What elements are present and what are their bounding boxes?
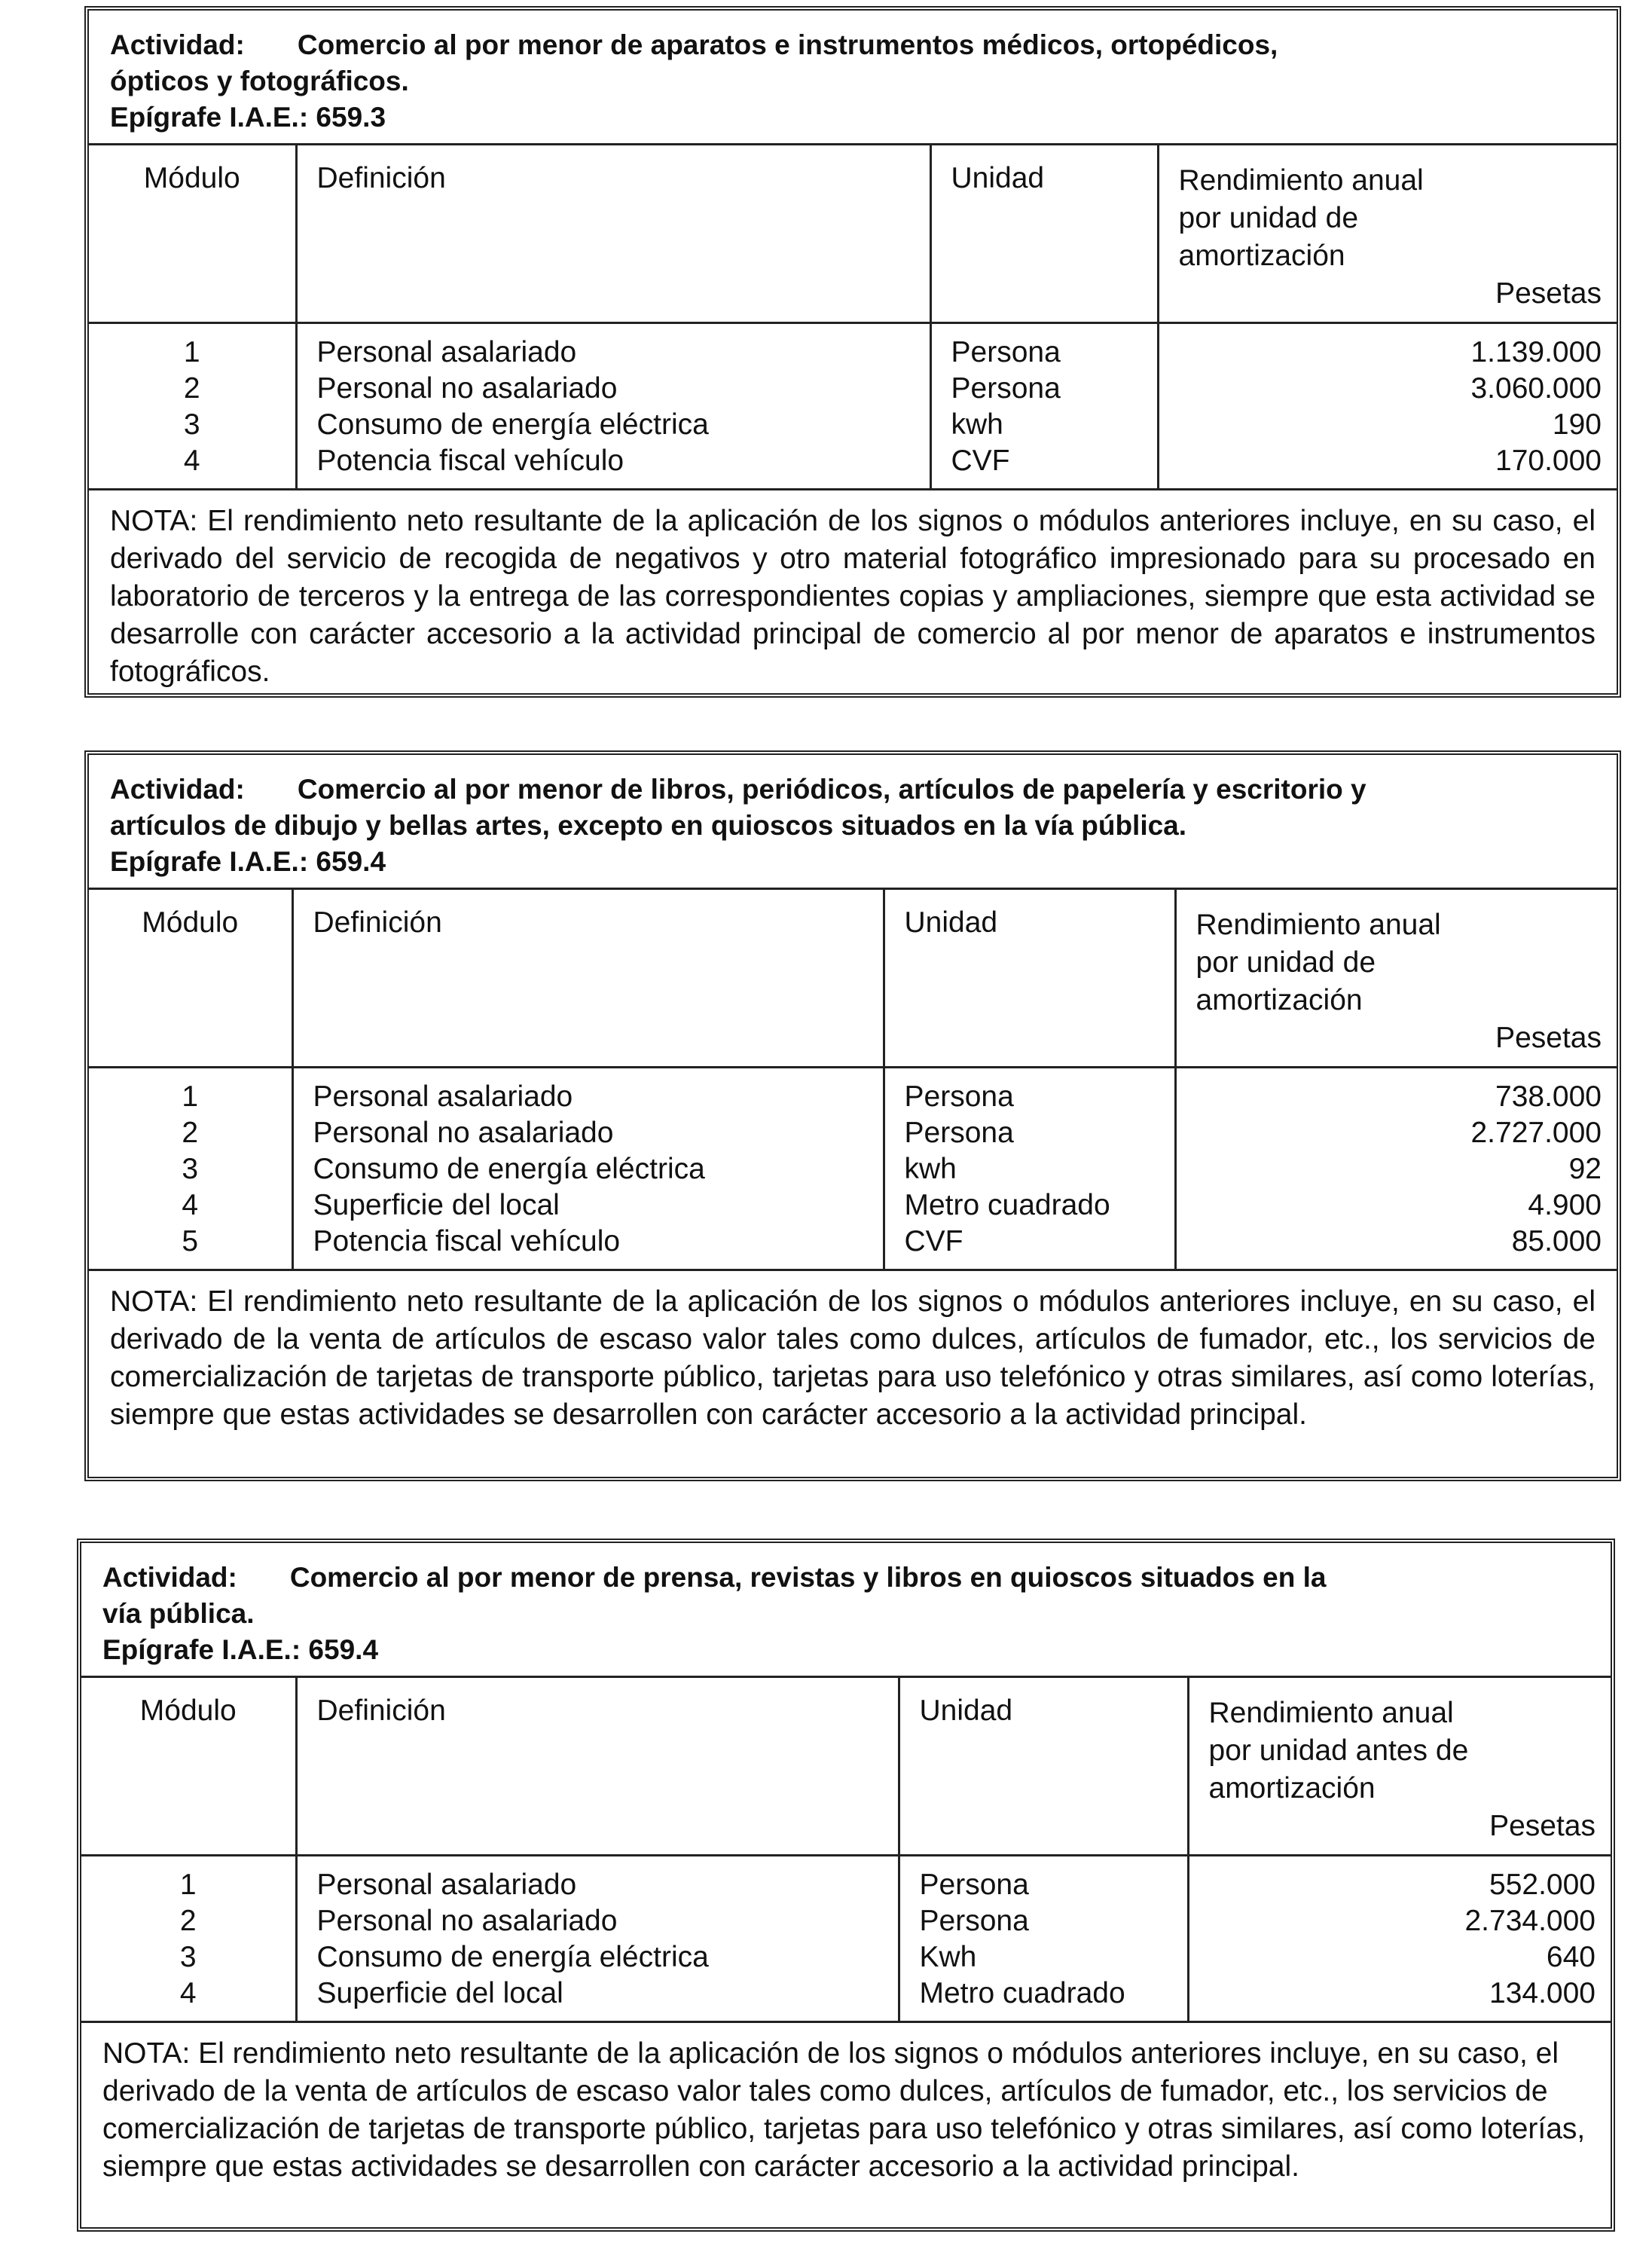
- epigrafe: Epígrafe I.A.E.: 659.4: [110, 846, 386, 877]
- col-definicion: Definición: [292, 890, 884, 1068]
- cell-modulo: 3: [89, 1151, 292, 1187]
- col-definicion: Definición: [296, 145, 930, 323]
- activity-block-1: [84, 6, 1621, 698]
- cell-unidad: kwh: [884, 1151, 1175, 1187]
- col-definicion: Definición: [296, 1678, 899, 1856]
- cell-unidad: CVF: [884, 1224, 1175, 1269]
- table-row: [89, 1115, 1617, 1151]
- cell-valor: 2.727.000: [1470, 1117, 1602, 1149]
- rend-line: Rendimiento anual: [1208, 1697, 1454, 1729]
- cell-modulo: 3: [81, 1939, 296, 1976]
- activity-title-cont: vía pública.: [102, 1598, 255, 1629]
- cell-unidad: Persona: [899, 1856, 1188, 1904]
- modules-table: [89, 145, 1617, 488]
- cell-modulo: 1: [89, 1068, 292, 1116]
- col-unidad: Unidad: [899, 1678, 1188, 1856]
- cell-unidad: Persona: [884, 1068, 1175, 1116]
- pesetas-unit: Pesetas: [1495, 1022, 1602, 1054]
- cell-valor: 4.900: [1528, 1189, 1602, 1221]
- table-row: [89, 323, 1617, 371]
- col-modulo: Módulo: [89, 890, 292, 1068]
- cell-modulo: 1: [81, 1856, 296, 1904]
- table-row: [81, 1939, 1611, 1976]
- table-header-row: [81, 1678, 1611, 1856]
- rend-line: por unidad de: [1178, 202, 1359, 234]
- cell-definicion: Consumo de energía eléctrica: [296, 1939, 899, 1976]
- activity-title-cont: ópticos y fotográficos.: [110, 66, 409, 96]
- cell-valor: 640: [1546, 1941, 1596, 1973]
- col-rendimiento: [1158, 145, 1617, 323]
- activity-title: Comercio al por menor de aparatos e instrumentos médicos, ortopédicos,: [297, 29, 1278, 60]
- cell-unidad: Persona: [930, 323, 1158, 371]
- cell-modulo: 4: [81, 1976, 296, 2021]
- col-modulo: Módulo: [81, 1678, 296, 1856]
- cell-modulo: 4: [89, 1187, 292, 1224]
- table-row: [89, 371, 1617, 407]
- cell-modulo: 2: [89, 1115, 292, 1151]
- table-row: [89, 407, 1617, 443]
- cell-definicion: Potencia fiscal vehículo: [296, 443, 930, 488]
- cell-valor: 3.060.000: [1470, 372, 1602, 405]
- cell-valor: 92: [1568, 1153, 1602, 1185]
- table-row: [89, 1068, 1617, 1116]
- cell-definicion: Personal asalariado: [292, 1068, 884, 1116]
- cell-modulo: 3: [89, 407, 296, 443]
- cell-definicion: Superficie del local: [296, 1976, 899, 2021]
- activity-block-2: [84, 750, 1621, 1481]
- cell-unidad: Metro cuadrado: [884, 1187, 1175, 1224]
- epigrafe: Epígrafe I.A.E.: 659.3: [110, 102, 386, 133]
- cell-modulo: 2: [89, 371, 296, 407]
- modules-table: [81, 1678, 1611, 2021]
- table-row: [81, 1976, 1611, 2021]
- nota-text: NOTA: El rendimiento neto resultante de la aplicación de los signos o módulos anteriores incluye, en su caso, el derivado de la venta de artículos de escaso valor tales como dulces, artículos de fumador, etc., los servicios de comercialización de tarjetas de transporte público, tarjetas para uso telefónico y otras similares, así como loterías, siempre que estas actividades se desarrollen con carácter accesorio a la actividad principal.: [81, 2021, 1611, 2196]
- table-row: [81, 1903, 1611, 1939]
- rend-line: Rendimiento anual: [1178, 164, 1424, 197]
- activity-title-cont: artículos de dibujo y bellas artes, excepto en quioscos situados en la vía pública.: [110, 810, 1187, 841]
- cell-valor: 170.000: [1495, 445, 1602, 477]
- cell-unidad: Kwh: [899, 1939, 1188, 1976]
- table-row: [89, 1151, 1617, 1187]
- table-row: [81, 1856, 1611, 1904]
- activity-label: Actividad:: [110, 29, 245, 60]
- cell-valor: 552.000: [1489, 1869, 1596, 1901]
- cell-valor: 1.139.000: [1470, 336, 1602, 368]
- cell-unidad: Metro cuadrado: [899, 1976, 1188, 2021]
- activity-title: Comercio al por menor de libros, periódicos, artículos de papelería y escritorio y: [297, 774, 1366, 805]
- cell-valor: 2.734.000: [1464, 1905, 1596, 1937]
- table-row: [89, 443, 1617, 488]
- cell-unidad: Persona: [899, 1903, 1188, 1939]
- cell-definicion: Personal no asalariado: [296, 371, 930, 407]
- cell-valor: 85.000: [1511, 1225, 1602, 1257]
- activity-block-3: [77, 1539, 1615, 2232]
- cell-modulo: 1: [89, 323, 296, 371]
- cell-valor: 738.000: [1495, 1080, 1602, 1113]
- cell-unidad: CVF: [930, 443, 1158, 488]
- rend-line: amortización: [1208, 1772, 1376, 1804]
- col-rendimiento: [1175, 890, 1617, 1068]
- table-header-row: [89, 145, 1617, 323]
- cell-modulo: 5: [89, 1224, 292, 1269]
- cell-unidad: Persona: [884, 1115, 1175, 1151]
- table-row: [89, 1224, 1617, 1269]
- cell-definicion: Superficie del local: [292, 1187, 884, 1224]
- activity-header: [89, 755, 1617, 890]
- epigrafe: Epígrafe I.A.E.: 659.4: [102, 1634, 379, 1665]
- cell-definicion: Personal no asalariado: [292, 1115, 884, 1151]
- col-unidad: Unidad: [884, 890, 1175, 1068]
- cell-unidad: Persona: [930, 371, 1158, 407]
- activity-header: [81, 1543, 1611, 1678]
- activity-title: Comercio al por menor de prensa, revistas y libros en quioscos situados en la: [289, 1562, 1327, 1593]
- cell-definicion: Personal no asalariado: [296, 1903, 899, 1939]
- cell-modulo: 4: [89, 443, 296, 488]
- table-row: [89, 1187, 1617, 1224]
- modules-table: [89, 890, 1617, 1269]
- activity-header: [89, 11, 1617, 145]
- activity-label: Actividad:: [102, 1562, 237, 1593]
- nota-text: NOTA: El rendimiento neto resultante de la aplicación de los signos o módulos anteriores incluye, en su caso, el derivado de la venta de artículos de escaso valor tales como dulces, artículos de fumador, etc., los servicios de comercialización de tarjetas de transporte público, tarjetas para uso telefónico y otras similares, así como loterías, siempre que estas actividades se desarrollen con carácter accesorio a la actividad principal.: [89, 1269, 1617, 1444]
- rend-line: por unidad antes de: [1208, 1734, 1469, 1767]
- col-rendimiento: [1188, 1678, 1611, 1856]
- nota-text: NOTA: El rendimiento neto resultante de la aplicación de los signos o módulos anteriores incluye, en su caso, el derivado del servicio de recogida de negativos y otro material fotográfico impresionado para su procesado en laboratorio de terceros y la entrega de las correspondientes copias y ampliaciones, siempre que esta actividad se desarrolle con carácter accesorio a la actividad principal de comercio al por menor de aparatos e instrumentos fotográficos.: [89, 488, 1617, 701]
- pesetas-unit: Pesetas: [1489, 1810, 1596, 1842]
- col-unidad: Unidad: [930, 145, 1158, 323]
- cell-valor: 134.000: [1489, 1977, 1596, 2009]
- table-header-row: [89, 890, 1617, 1068]
- cell-unidad: kwh: [930, 407, 1158, 443]
- pesetas-unit: Pesetas: [1495, 277, 1602, 310]
- cell-definicion: Personal asalariado: [296, 1856, 899, 1904]
- cell-definicion: Potencia fiscal vehículo: [292, 1224, 884, 1269]
- rend-line: amortización: [1195, 984, 1363, 1016]
- cell-definicion: Consumo de energía eléctrica: [296, 407, 930, 443]
- col-modulo: Módulo: [89, 145, 296, 323]
- activity-label: Actividad:: [110, 774, 245, 805]
- cell-definicion: Consumo de energía eléctrica: [292, 1151, 884, 1187]
- cell-modulo: 2: [81, 1903, 296, 1939]
- cell-valor: 190: [1552, 408, 1602, 441]
- cell-definicion: Personal asalariado: [296, 323, 930, 371]
- rend-line: por unidad de: [1195, 946, 1376, 979]
- rend-line: Rendimiento anual: [1195, 909, 1441, 941]
- rend-line: amortización: [1178, 240, 1345, 272]
